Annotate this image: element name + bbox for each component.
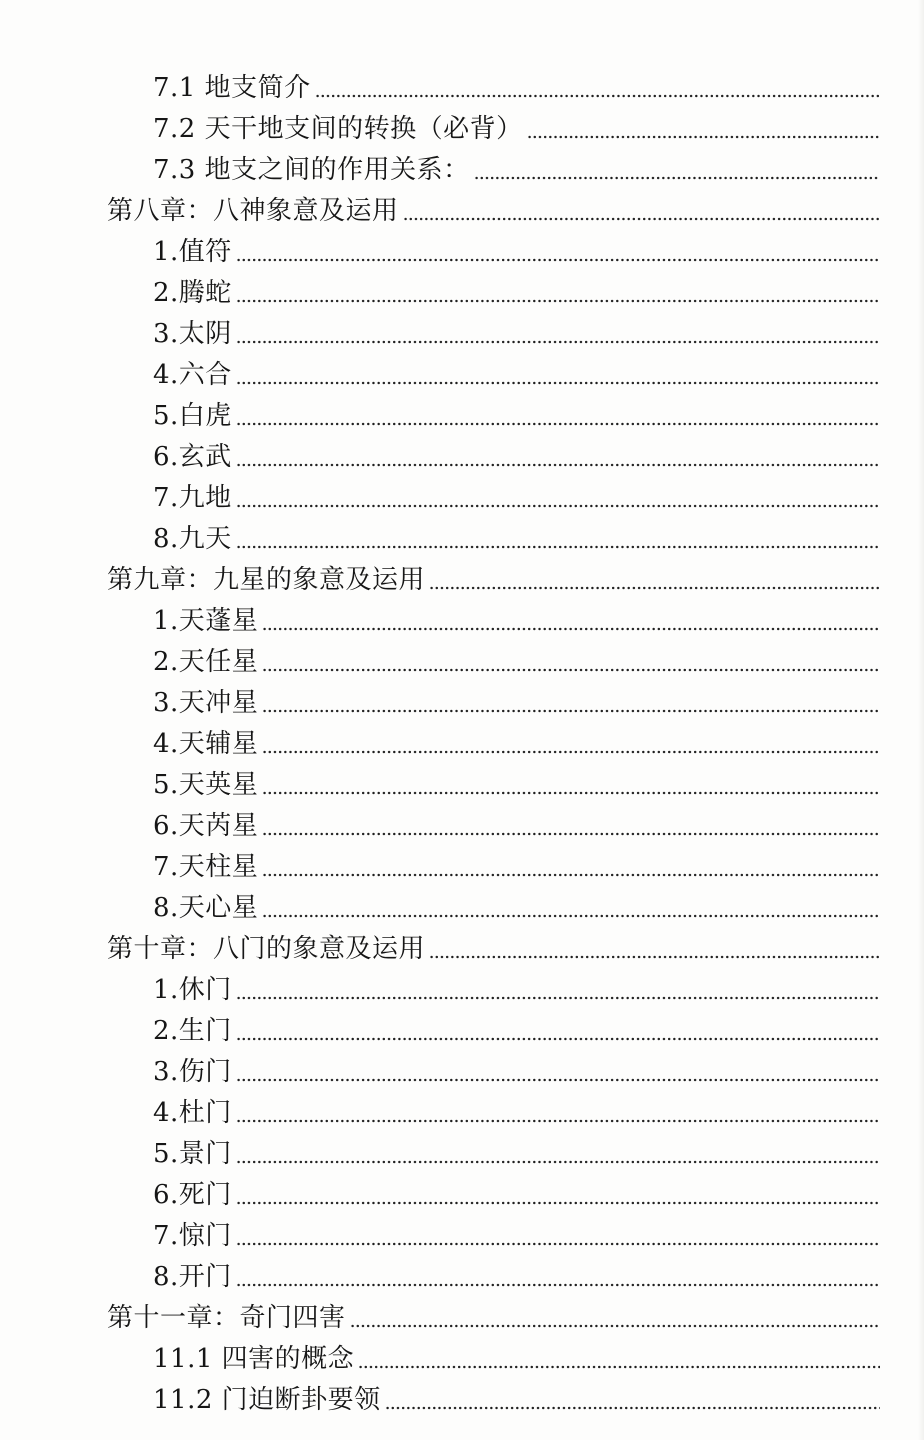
section-title: 4.天辅星 (153, 729, 259, 759)
section-title: 6.死门 (153, 1180, 232, 1210)
dot-leader (236, 1160, 880, 1164)
section-title: 7.2 天干地支间的转换（必背） (153, 114, 523, 144)
section-title: 3.天冲星 (153, 688, 259, 718)
dot-leader (236, 258, 880, 262)
dot-leader (236, 1078, 880, 1082)
dot-leader (262, 627, 880, 631)
dot-leader (350, 1324, 880, 1328)
toc-section-entry (0, 1005, 924, 1046)
section-title: 7.1 地支简介 (153, 73, 311, 103)
section-title: 6.玄武 (153, 442, 232, 472)
chapter-title: 第十章：八门的象意及运用 (107, 934, 426, 964)
toc-section-entry (0, 1251, 924, 1292)
dot-leader (429, 586, 880, 590)
toc-section-entry (0, 964, 924, 1005)
toc-section-entry (0, 431, 924, 472)
dot-leader (236, 545, 880, 549)
toc-section-entry (0, 1210, 924, 1251)
toc-section-entry (0, 1046, 924, 1087)
toc-chapter-entry (0, 554, 924, 595)
toc-chapter-entry (0, 923, 924, 964)
toc-section-entry (0, 1128, 924, 1169)
toc-section-entry (0, 226, 924, 267)
section-title: 8.九天 (153, 524, 232, 554)
section-title: 2.腾蛇 (153, 278, 232, 308)
dot-leader (236, 1037, 880, 1041)
toc-section-entry (0, 759, 924, 800)
toc-section-entry (0, 267, 924, 308)
page-edge-shadow (918, 0, 924, 1440)
dot-leader (262, 750, 880, 754)
toc-section-entry (0, 1333, 924, 1374)
toc-section-entry (0, 841, 924, 882)
dot-leader (236, 1283, 880, 1287)
section-title: 11.2 门迫断卦要领 (153, 1385, 381, 1415)
dot-leader (358, 1365, 880, 1369)
dot-leader (236, 340, 880, 344)
dot-leader (315, 94, 880, 98)
section-title: 2.天任星 (153, 647, 259, 677)
section-title: 1.天蓬星 (153, 606, 259, 636)
toc-section-entry (0, 677, 924, 718)
toc-chapter-entry (0, 1292, 924, 1333)
toc-section-entry (0, 1169, 924, 1210)
section-title: 5.白虎 (153, 401, 232, 431)
dot-leader (474, 176, 880, 180)
toc-section-entry (0, 718, 924, 759)
dot-leader (236, 381, 880, 385)
toc-section-entry (0, 1087, 924, 1128)
section-title: 7.3 地支之间的作用关系： (153, 155, 470, 185)
section-title: 8.天心星 (153, 893, 259, 923)
chapter-title: 第八章：八神象意及运用 (107, 196, 399, 226)
toc-section-entry (0, 513, 924, 554)
section-title: 6.天芮星 (153, 811, 259, 841)
toc-section-entry (0, 636, 924, 677)
dot-leader (262, 709, 880, 713)
toc-section-entry (0, 390, 924, 431)
toc-section-entry (0, 308, 924, 349)
toc-section-entry (0, 595, 924, 636)
section-title: 11.1 四害的概念 (153, 1344, 355, 1374)
chapter-title: 第九章：九星的象意及运用 (107, 565, 426, 595)
dot-leader (262, 873, 880, 877)
dot-leader (262, 791, 880, 795)
dot-leader (385, 1406, 880, 1410)
section-title: 4.六合 (153, 360, 232, 390)
table-of-contents (0, 62, 924, 1415)
dot-leader (236, 463, 880, 467)
section-title: 3.太阴 (153, 319, 232, 349)
dot-leader (236, 299, 880, 303)
toc-section-entry (0, 144, 924, 185)
section-title: 2.生门 (153, 1016, 232, 1046)
dot-leader (236, 1119, 880, 1123)
section-title: 5.天英星 (153, 770, 259, 800)
toc-chapter-entry (0, 185, 924, 226)
toc-section-entry (0, 882, 924, 923)
section-title: 3.伤门 (153, 1057, 232, 1087)
toc-section-entry (0, 349, 924, 390)
section-title: 7.惊门 (153, 1221, 232, 1251)
dot-leader (236, 1242, 880, 1246)
toc-section-entry (0, 472, 924, 513)
section-title: 1.休门 (153, 975, 232, 1005)
dot-leader (236, 422, 880, 426)
toc-section-entry (0, 1374, 924, 1415)
dot-leader (236, 504, 880, 508)
section-title: 4.杜门 (153, 1098, 232, 1128)
dot-leader (262, 668, 880, 672)
toc-section-entry (0, 62, 924, 103)
section-title: 7.天柱星 (153, 852, 259, 882)
dot-leader (236, 996, 880, 1000)
dot-leader (527, 135, 880, 139)
dot-leader (262, 914, 880, 918)
dot-leader (236, 1201, 880, 1205)
section-title: 7.九地 (153, 483, 232, 513)
section-title: 1.值符 (153, 237, 232, 267)
toc-section-entry (0, 800, 924, 841)
toc-section-entry (0, 103, 924, 144)
chapter-title: 第十一章：奇门四害 (107, 1303, 346, 1333)
dot-leader (429, 955, 880, 959)
section-title: 8.开门 (153, 1262, 232, 1292)
section-title: 5.景门 (153, 1139, 232, 1169)
dot-leader (262, 832, 880, 836)
dot-leader (403, 217, 880, 221)
